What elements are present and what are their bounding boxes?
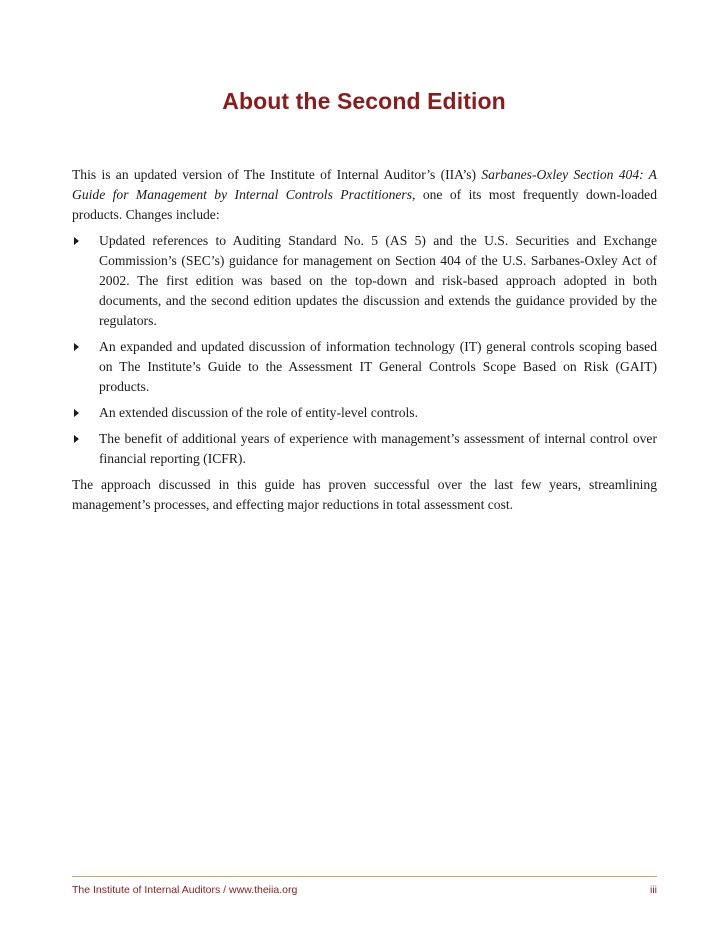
closing-paragraph: The approach discussed in this guide has proven successful over the last few years, streamlining management’s processes, and effecting major reductions in total assessment cost.: [72, 477, 657, 512]
triangle-bullet-icon: [74, 435, 79, 443]
footer-org-text: The Institute of Internal Auditors / www.theiia.org: [72, 884, 298, 896]
body-content: [72, 165, 657, 521]
list-item: [72, 403, 657, 423]
publication-title: Sarbanes-Oxley Section 404: A Guide for Management by Internal Controls Practitioners: [72, 167, 657, 202]
page-number: iii: [650, 884, 657, 896]
list-item: [72, 429, 657, 469]
page-title: About the Second Edition: [222, 88, 506, 114]
list-item-text: An extended discussion of the role of entity-level controls.: [99, 405, 418, 420]
triangle-bullet-icon: [74, 409, 79, 417]
footer-divider: [72, 876, 657, 877]
triangle-bullet-icon: [74, 237, 79, 245]
list-item-text: The benefit of additional years of experience with management’s assessment of internal control over financial reporting (ICFR).: [99, 431, 657, 466]
intro-paragraph: [72, 165, 657, 225]
list-item-text: An expanded and updated discussion of information technology (IT) general controls scoping based on The Institute’s Guide to the Assessment IT General Controls Scope Based on Risk (GAIT) products.: [99, 339, 657, 394]
list-item: [72, 231, 657, 331]
changes-list: [72, 231, 657, 469]
intro-text-end: , one of its most frequently down-loaded products. Changes include:: [72, 187, 657, 222]
list-item: [72, 337, 657, 397]
triangle-bullet-icon: [74, 343, 79, 351]
list-item-text: Updated references to Auditing Standard No. 5 (AS 5) and the U.S. Securities and Exchange Commission’s (SEC’s) guidance for management on Section 404 of the U.S. Sarbanes-Oxley Act of 2002. The first edition was based on the top-down and risk-based approach adopted in both documents, and the second edition updates the discussion and extends the guidance provided by the regulators.: [99, 233, 657, 328]
intro-text-start: This is an updated version of The Institute of Internal Auditor’s (IIA’s): [72, 167, 482, 182]
